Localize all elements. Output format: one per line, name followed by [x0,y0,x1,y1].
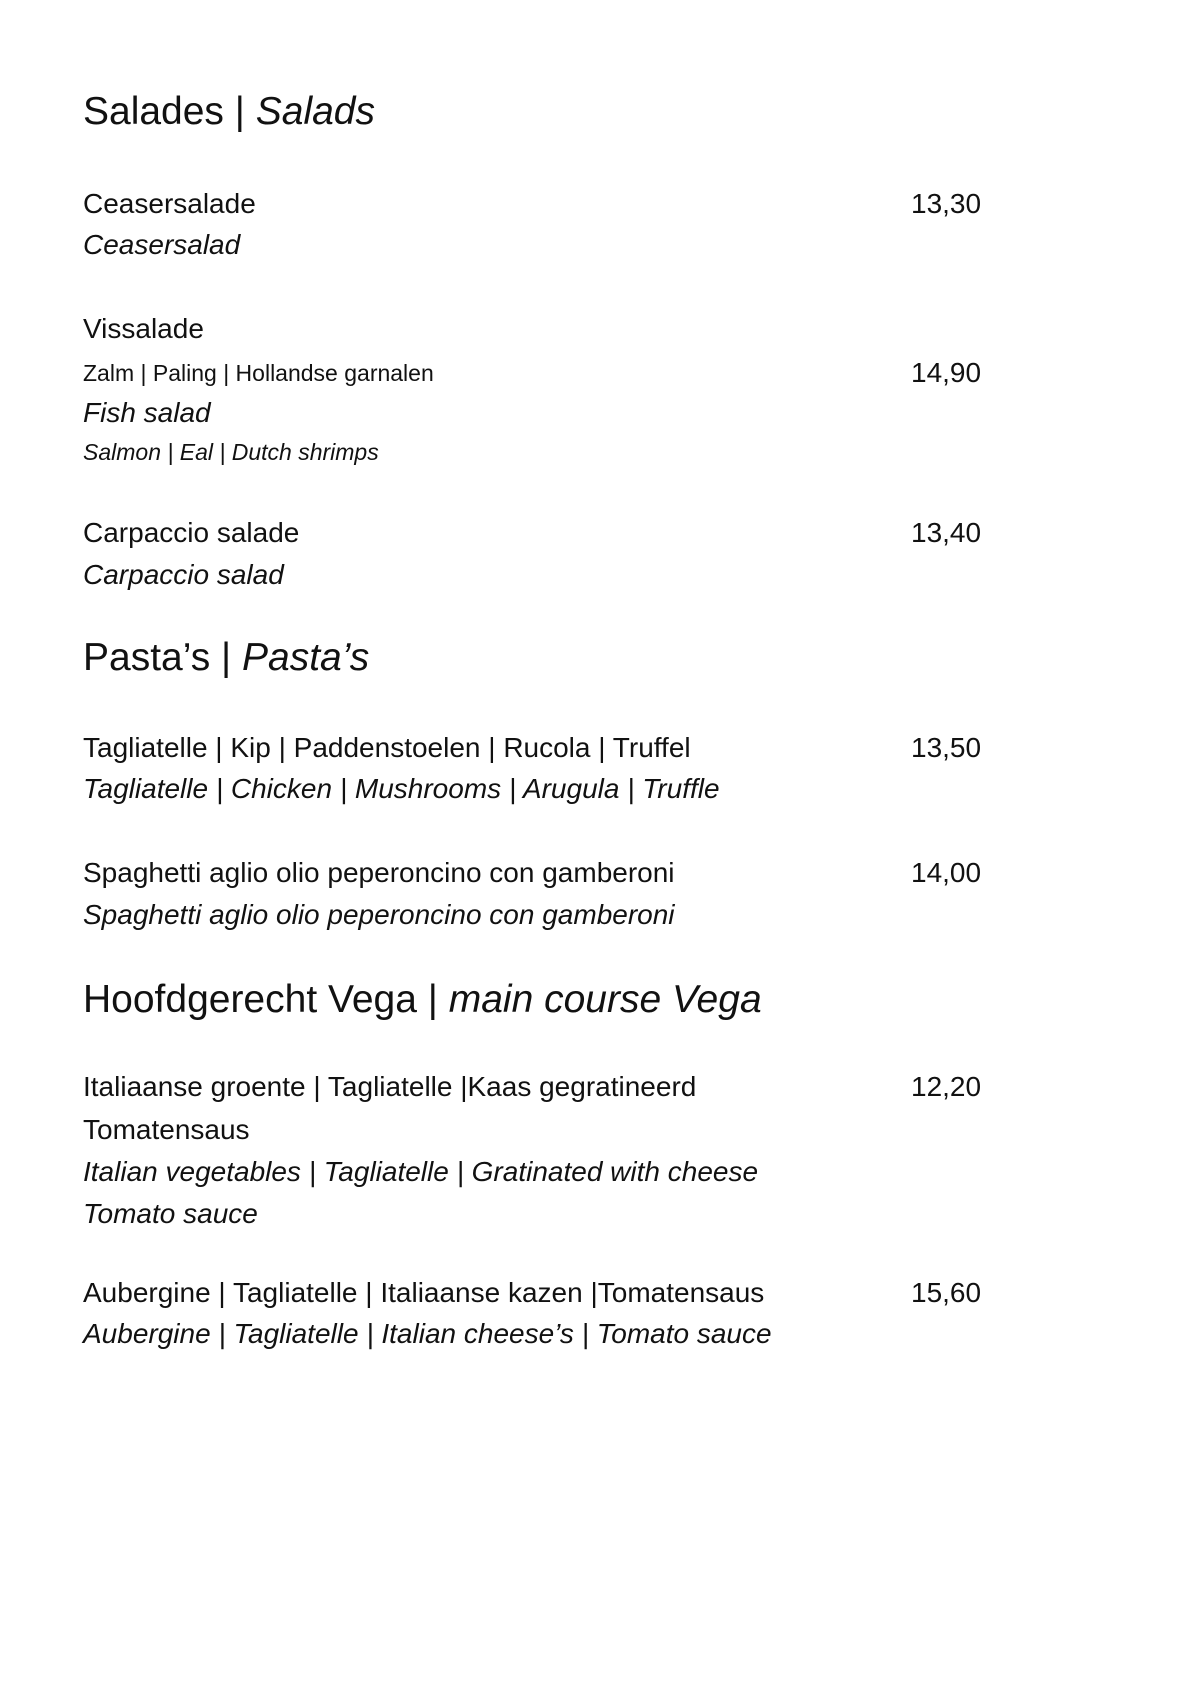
item-name-en: Italian vegetables | Tagliatelle | Gratinated with cheese [83,1156,759,1187]
title-nl: Pasta’s | [83,636,232,679]
item-name-nl: Aubergine | Tagliatelle | Italiaanse kazen |Tomatensaus [83,1277,765,1308]
title-en: Salads [255,90,375,133]
section-title [83,638,369,677]
item-name-nl-line2: Tomatensaus [83,1114,250,1145]
item-name-en: Carpaccio salad [83,559,284,590]
item-name-en: Aubergine | Tagliatelle | Italian cheese’s | Tomato sauce [83,1318,772,1349]
item-name-nl: Tagliatelle | Kip | Paddenstoelen | Rucola | Truffel [83,732,691,763]
item-price: 14,90 [911,357,982,388]
item-price: 13,40 [911,517,982,548]
item-price: 13,50 [911,732,982,763]
section-title [83,92,375,131]
title-nl: Hoofdgerecht Vega | [83,978,438,1021]
item-name-nl: Italiaanse groente | Tagliatelle |Kaas gegratineerd [83,1071,697,1102]
item-price: 15,60 [911,1277,982,1308]
item-detail-en: Salmon | Eal | Dutch shrimps [83,439,379,465]
item-name-nl: Ceasersalade [83,188,256,219]
item-name-nl: Spaghetti aglio olio peperoncino con gamberoni [83,857,675,888]
title-en: Pasta’s [242,636,370,679]
item-name-en: Tagliatelle | Chicken | Mushrooms | Arugula | Truffle [83,773,720,804]
title-nl: Salades | [83,90,245,133]
item-name-en-line2: Tomato sauce [83,1198,258,1229]
item-price: 12,20 [911,1071,982,1102]
item-name-en: Fish salad [83,397,211,428]
item-price: 14,00 [911,857,982,888]
section-title [83,980,762,1019]
title-en: main course Vega [448,978,762,1021]
item-name-en: Spaghetti aglio olio peperoncino con gamberoni [83,899,675,930]
item-name-nl: Vissalade [83,313,204,344]
item-name-en: Ceasersalad [83,229,241,260]
item-price: 13,30 [911,188,982,219]
item-name-nl: Carpaccio salade [83,517,300,548]
item-detail-nl: Zalm | Paling | Hollandse garnalen [83,360,434,386]
